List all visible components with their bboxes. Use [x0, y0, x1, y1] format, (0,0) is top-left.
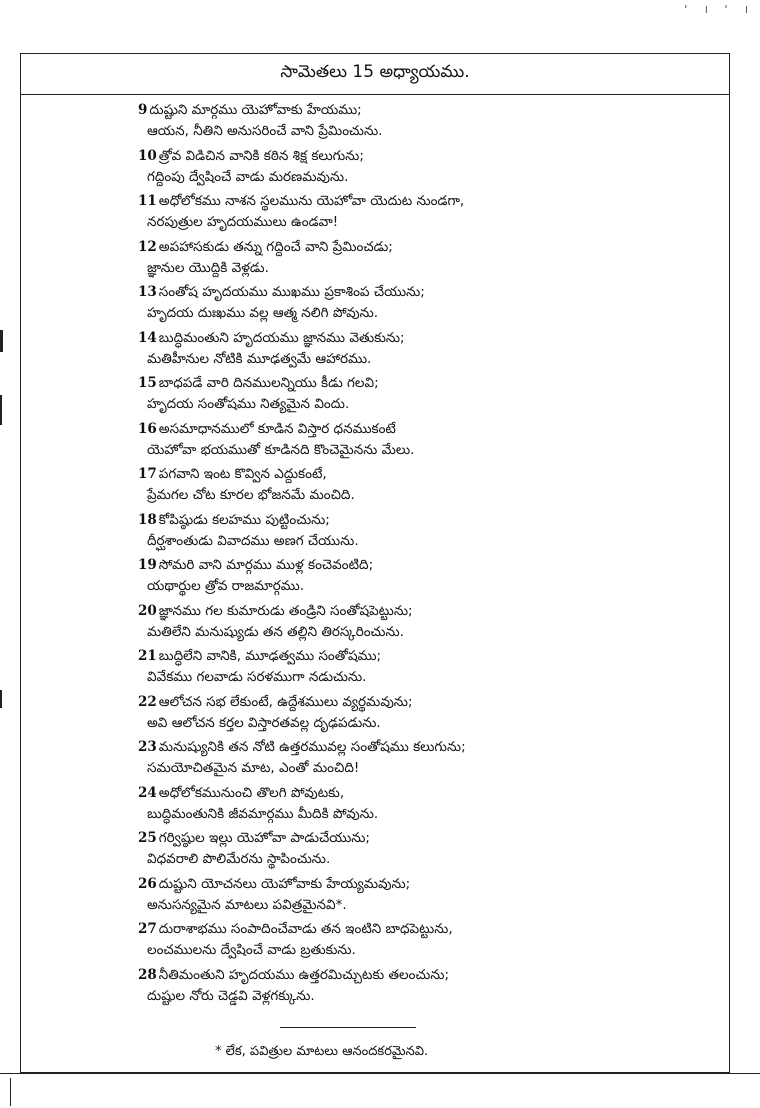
verse-text: కోపిష్ఠుడు కలహము పుట్టించును; — [158, 511, 330, 528]
verse-line-second: దీర్ఘశాంతుడు వివాదము అణగ చేయును. — [147, 532, 359, 549]
verse-line-second: వివేకము గలవాడు సరళముగా నడుచును. — [147, 669, 367, 685]
verse-line-first — [138, 601, 718, 622]
verse-text: జ్ఞానము గల కుమారుడు తండ్రిని సంతోషపెట్టును; — [158, 602, 413, 619]
verse-number: 19 — [138, 557, 157, 573]
left-margin-mark — [0, 690, 2, 708]
verse-text: సోమరి వాని మార్గము ముళ్ల కంచెవంటిది; — [158, 557, 374, 573]
verse-19 — [138, 555, 718, 601]
verse-number: 13 — [138, 284, 157, 300]
verse-line-first — [138, 373, 718, 394]
verse-line-first — [138, 328, 718, 349]
scan-corner-marks: ' । ' । — [682, 3, 752, 16]
verse-number: 25 — [138, 830, 157, 846]
verse-number: 26 — [138, 875, 157, 892]
verse-18 — [138, 510, 718, 556]
verse-line-first — [138, 510, 718, 531]
page-edge-mark — [10, 1078, 11, 1106]
footnote: * లేక, పవిత్రుల మాటలు ఆనందకరమైనవి. — [215, 1044, 429, 1059]
verse-line-first — [138, 191, 718, 212]
verse-text: గర్విష్ఠుల ఇల్లు యెహోవా పాడుచేయును; — [158, 830, 370, 846]
left-margin-mark — [0, 330, 3, 352]
verse-23 — [138, 737, 718, 783]
verse-text: అధోలోకము నాశన స్థలమును యెహోవా యెదుట నుండగా, — [158, 193, 465, 209]
verse-line-first — [138, 555, 718, 576]
verse-number: 24 — [138, 784, 157, 801]
verse-line-first — [138, 828, 718, 849]
verse-line-first — [138, 237, 718, 258]
verse-number: 22 — [138, 693, 157, 710]
verse-number: 15 — [138, 375, 157, 391]
verse-26 — [138, 874, 718, 920]
page-header — [20, 53, 730, 95]
verse-number: 18 — [138, 511, 157, 528]
verse-line-second: హృదయ సంతోషము నిత్యమైన విందు. — [147, 396, 350, 412]
verse-line-second: ఆయన, నీతిని అనుసరించే వాని ప్రేమించును. — [147, 123, 383, 139]
verse-14 — [138, 328, 718, 374]
chapter-title: సామెతలు 15 అధ్యాయము. — [280, 61, 470, 82]
verse-text: బుద్ధిలేని వానికి, మూఢత్వము సంతోషము; — [158, 648, 382, 664]
verse-line-second: బుద్ధిమంతునికి జీవమార్గము మీదికి పోవును. — [147, 805, 379, 822]
verse-number: 12 — [138, 238, 157, 255]
verse-line-first — [138, 919, 718, 940]
verse-21 — [138, 646, 718, 692]
verse-line-first — [138, 874, 718, 895]
verse-line-second: దుష్టుల నోరు చెడ్డవి వెళ్లగక్కును. — [147, 987, 315, 1004]
verse-text: సంతోష హృదయము ముఖము ప్రకాశింప చేయును; — [158, 284, 425, 300]
verse-number: 9 — [138, 102, 148, 118]
verse-text: అధోలోకమునుంచి తొలగి పోవుటకు, — [158, 784, 345, 801]
verse-text: అపహాసకుడు తన్ను గద్దించే వాని ప్రేమించడు; — [158, 238, 393, 255]
verse-22 — [138, 692, 718, 738]
verse-line-first — [138, 783, 718, 804]
verse-line-first — [138, 419, 718, 440]
verse-line-second: గద్దింపు ద్వేషించే వాడు మరణమవును. — [147, 168, 349, 185]
verse-line-first — [138, 965, 718, 986]
verse-line-second: ప్రేమగల చోట కూరల భోజనమే మంచిది. — [147, 487, 355, 503]
verse-text: పగవాని ఇంట కొవ్విన ఎద్దుకంటే, — [158, 466, 327, 482]
verse-text: బాధపడే వారి దినములన్నియు కీడు గలవి; — [158, 375, 379, 391]
verse-line-second: అనుసన్యమైన మాటలు పవిత్రమైనవి*. — [147, 896, 347, 913]
verse-line-second: సమయోచితమైన మాట, ఎంతో మంచిది! — [147, 760, 360, 776]
verse-17 — [138, 464, 718, 510]
verse-text: దుష్టుని మార్గము యెహోవాకు హేయము; — [149, 102, 362, 118]
verse-text: ఆలోచన సభ లేకుంటే, ఉద్దేశములు వ్యర్థమవును; — [158, 693, 413, 710]
verse-line-first — [138, 646, 718, 667]
verse-line-second: జ్ఞానుల యొద్దికి వెళ్లడు. — [147, 259, 269, 276]
verse-number: 21 — [138, 648, 157, 664]
verse-line-second: మతిహీనుల నోటికి మూఢత్వమే ఆహారము. — [147, 350, 372, 367]
verse-13 — [138, 282, 718, 328]
verse-20 — [138, 601, 718, 647]
verse-text: త్రోవ విడిచిన వానికి కఠిన శిక్ష కలుగును; — [158, 147, 364, 164]
verse-24 — [138, 783, 718, 829]
verse-line-second: మతిలేని మనుష్యుడు తన తల్లిని తిరస్కరించును. — [147, 623, 404, 640]
verse-line-second: యెహోవా భయముతో కూడినది కొంచెమైనను మేలు. — [147, 441, 415, 458]
verse-line-second: లంచములను ద్వేషించే వాడు బ్రతుకును. — [147, 942, 356, 958]
page-bottom-rule — [0, 1073, 760, 1074]
verse-10 — [138, 146, 718, 192]
left-margin-mark — [0, 395, 2, 425]
verse-line-second: విధవరాలి పొలిమేరను స్థాపించును. — [147, 851, 331, 867]
verse-text: నీతిమంతుని హృదయము ఉత్తరమిచ్చుటకు తలంచును; — [158, 966, 450, 983]
verse-25 — [138, 828, 718, 874]
verse-text: అసమాధానములో కూడిన విస్తార ధనముకంటే — [158, 420, 396, 437]
verse-text: దుష్టుని యోచనలు యెహోవాకు హేయ్యమవును; — [158, 875, 411, 892]
verse-number: 11 — [138, 193, 157, 209]
verse-number: 23 — [138, 739, 157, 755]
verse-27 — [138, 919, 718, 965]
verse-number: 27 — [138, 921, 157, 937]
verse-line-second: హృదయ దుఃఖము వల్ల ఆత్మ నలిగి పోవును. — [147, 305, 379, 321]
verse-15 — [138, 373, 718, 419]
verse-28 — [138, 965, 718, 1011]
verse-16 — [138, 419, 718, 465]
footnote-divider — [280, 1027, 416, 1028]
verse-number: 20 — [138, 602, 157, 619]
verse-line-first — [138, 282, 718, 303]
verse-line-first — [138, 464, 718, 485]
verse-12 — [138, 237, 718, 283]
verse-number: 28 — [138, 966, 157, 983]
verse-text: దురాశాభము సంపాదించేవాడు తన ఇంటిని బాధపెట్టును, — [158, 921, 453, 937]
verse-line-second: అవి ఆలోచన కర్తల విస్తారతవల్ల దృఢపడును. — [147, 714, 381, 731]
verse-11 — [138, 191, 718, 237]
verse-line-second: యథార్థుల త్రోవ రాజమార్గము. — [147, 578, 305, 594]
verse-number: 17 — [138, 466, 157, 482]
verse-text: మనుష్యునికి తన నోటి ఉత్తరమువల్ల సంతోషము కలుగును; — [158, 739, 466, 755]
verse-line-second: నరపుత్రుల హృదయములు ఉండవా! — [147, 214, 339, 230]
verse-list — [138, 100, 718, 1010]
verse-number: 16 — [138, 420, 157, 437]
verse-line-first — [138, 100, 718, 121]
verse-line-first — [138, 146, 718, 167]
verse-9 — [138, 100, 718, 146]
verse-number: 10 — [138, 147, 157, 164]
verse-number: 14 — [138, 329, 157, 346]
verse-line-first — [138, 737, 718, 758]
verse-text: బుద్ధిమంతుని హృదయము జ్ఞానము వెతుకును; — [158, 329, 405, 346]
verse-line-first — [138, 692, 718, 713]
